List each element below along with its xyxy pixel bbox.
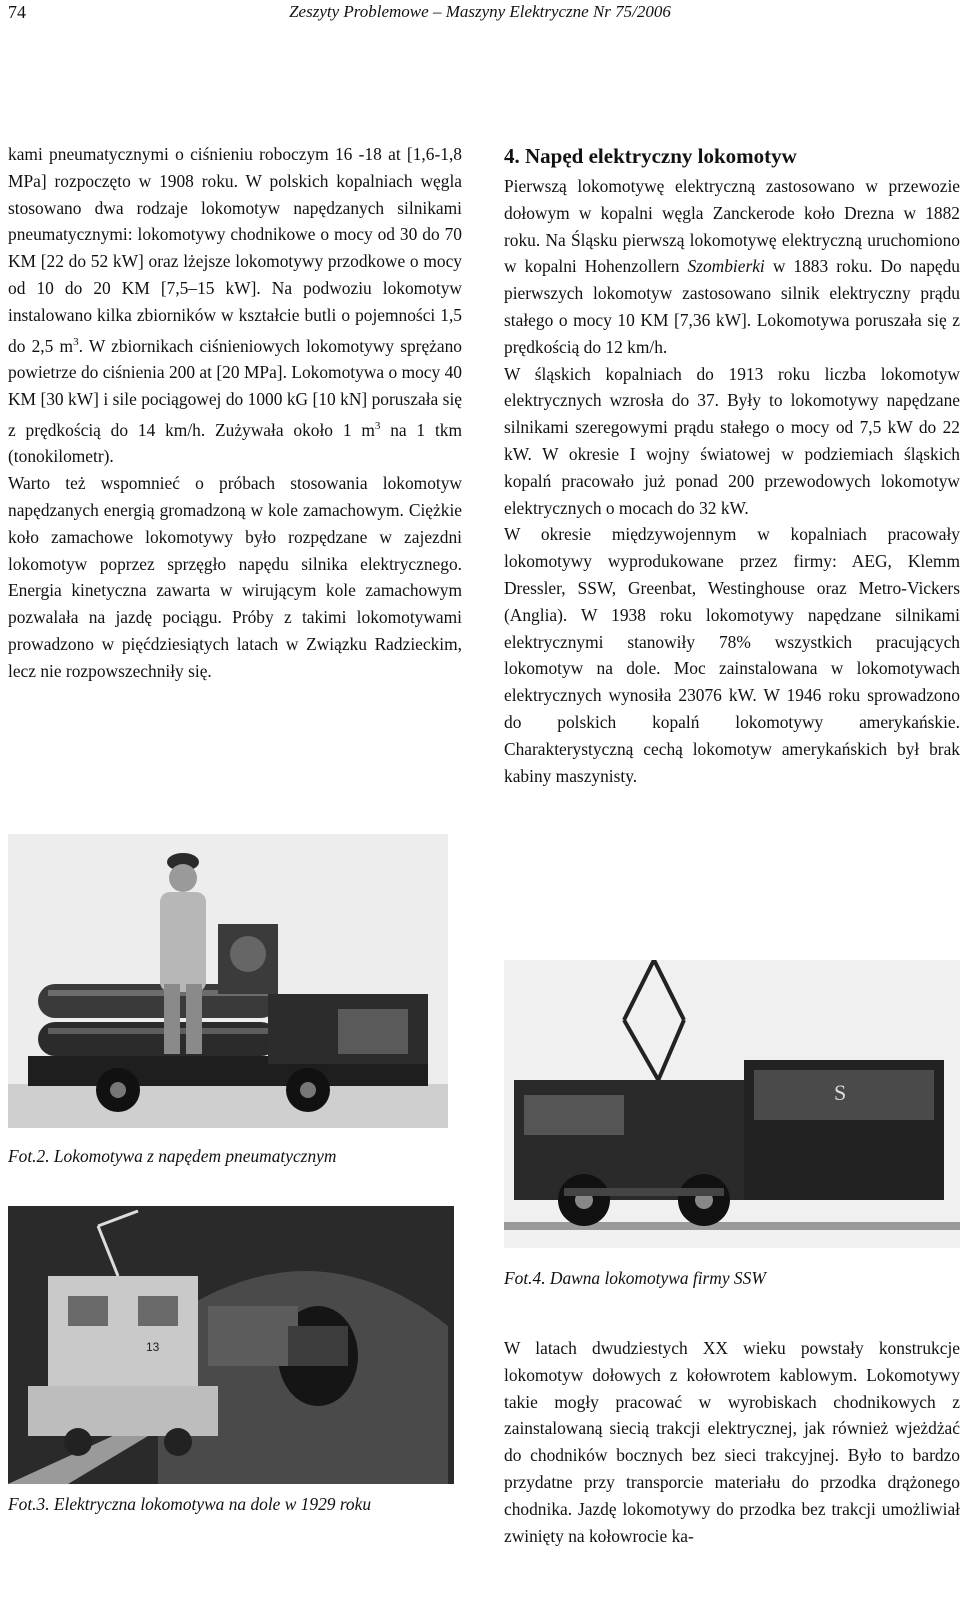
caption-fot-3: Fot.3. Elektryczna lokomotywa na dole w 1929 roku bbox=[8, 1494, 372, 1514]
tunnel-locomotive-drawing bbox=[8, 1206, 454, 1484]
locomotive-number: 13 bbox=[146, 1340, 160, 1354]
caption-fot-2: Fot.2. Lokomotywa z napędem pneumatycznym bbox=[8, 1146, 337, 1166]
page-header bbox=[0, 0, 960, 26]
running-title: Zeszyty Problemowe – Maszyny Elektryczne Nr 75/2006 bbox=[289, 2, 671, 21]
right-column-text-continued bbox=[504, 1335, 960, 1549]
right-paragraph-3: W okresie międzywojennym w kopalniach pracowały lokomotywy wyprodukowane przez firmy: AEG, Klemm Dressler, SSW, Greenbat, Westinghouse oraz Metro-Vickers (Anglia). W 1938 roku lokomotywy napędzane silnikami elektrycznymi stanowiły 78% wszystkich pracujących lokomotyw na dole. Moc zainstalowana w lokomotywach elektrycznych wynosiła 23076 kW. W 1946 roku sprowadzono do polskich kopalń lokomotywy amerykańskie. Charakterystyczną cechą lokomotyw amerykańskich był brak kabiny maszynisty. bbox=[504, 524, 960, 786]
right-paragraph-1: Pierwszą lokomotywę elektryczną zastosowano w przewozie dołowym w kopalni węgla Zanckerode koło Drezna w 1882 roku. Na Śląsku pierwszą lokomotywę elektryczną uruchomiono w kopalni Hohenzollern Szombierki w 1883 roku. Do napędu pierwszych lokomotyw zastosowano silnik elektryczny prądu stałego o mocy 10 KM [7,36 kW]. Lokomotywa poruszała się z prędkością do 12 km/h. bbox=[504, 176, 960, 357]
left-paragraph-1: kami pneumatycznymi o ciśnieniu roboczym 16 -18 at [1,6-1,8 MPa] rozpoczęto w 1908 roku. W polskich kopalniach węgla stosowano dwa rodzaje lokomotyw napędzanych silnikami pneumatycznymi: lokomotywy chodnikowe o mocy od 30 do 70 KM [22 do 52 kW] oraz lżejsze lokomotywy przodkowe o mocy od 10 do 20 KM [7,5–15 kW]. Na podwoziu lokomotyw instalowano kilka zbiorników w kształcie butli o pojemności 1,5 do 2,5 $m^3$. W zbiornikach ciśnieniowych lokomotywy sprężano powietrze do ciśnienia 200 at [20 MPa]. Lokomotywa o mocy 40 KM [30 kW] i sile pociągowej do 1000 kG [10 kN] poruszała się z prędkością do 14 km/h. Zużywała około 1 $m^3$ na 1 tkm (tonokilometr). bbox=[8, 144, 462, 467]
left-column-text bbox=[8, 141, 462, 685]
left-paragraph-2: Warto też wspomnieć o próbach stosowania lokomotyw napędzanych energią gromadzoną w kole zamachowym. Ciężkie koło zamachowe lokomotywy było rozpędzane w zajezdni lokomotyw poprzez sprzęgło napędu silnika elektrycznego. Energia kinetyczna zawarta w wirującym kole zamachowym pozwalała na jazdę pociągu. Próby z takimi lokomotywami prowadzono w pięćdziesiątych latach w Związku Radzieckim, lecz nie rozpowszechniły się. bbox=[8, 473, 462, 681]
page-number: 74 bbox=[8, 2, 26, 22]
ssw-logo: S bbox=[834, 1080, 847, 1105]
caption-fot-4: Fot.4. Dawna lokomotywa firmy SSW bbox=[504, 1268, 766, 1288]
photo-pneumatic-locomotive bbox=[8, 834, 448, 1128]
right-paragraph-2: W śląskich kopalniach do 1913 roku liczba lokomotyw elektrycznych wzrosła do 37. Były to lokomotywy napędzane silnikami szeregowymi prądu stałego o mocy od 7,5 kW do 22 kW. W okresie I wojny światowej w podziemiach śląskich kopalń pracowało już ponad 200 przewodowych lokomotyw elektrycznych o mocach do 32 kW. bbox=[504, 363, 960, 518]
right-paragraph-4: W latach dwudziestych XX wieku powstały konstrukcje lokomotyw dołowych z kołowrotem kablowym. Lokomotywy takie mogły pracować w wyrobiskach chodnikowych z zainstalowaną siecią trakcji elektrycznej, jak również wjeżdżać do chodników bocznych bez sieci trakcyjnej. Było to bardzo przydatne przy transporcie materiału do przodka drążonego chodnika. Jazdę lokomotywy do przodka bez trakcji umożliwiał zwinięty na kołowrocie ka- bbox=[504, 1338, 960, 1546]
pneumatic-locomotive-drawing bbox=[8, 834, 448, 1128]
photo-electric-locomotive-1929 bbox=[8, 1206, 454, 1484]
right-column-text bbox=[504, 141, 960, 789]
section-heading: 4. Napęd elektryczny lokomotyw bbox=[504, 144, 797, 168]
photo-ssw-locomotive bbox=[504, 960, 960, 1248]
ssw-locomotive-drawing bbox=[504, 960, 960, 1248]
